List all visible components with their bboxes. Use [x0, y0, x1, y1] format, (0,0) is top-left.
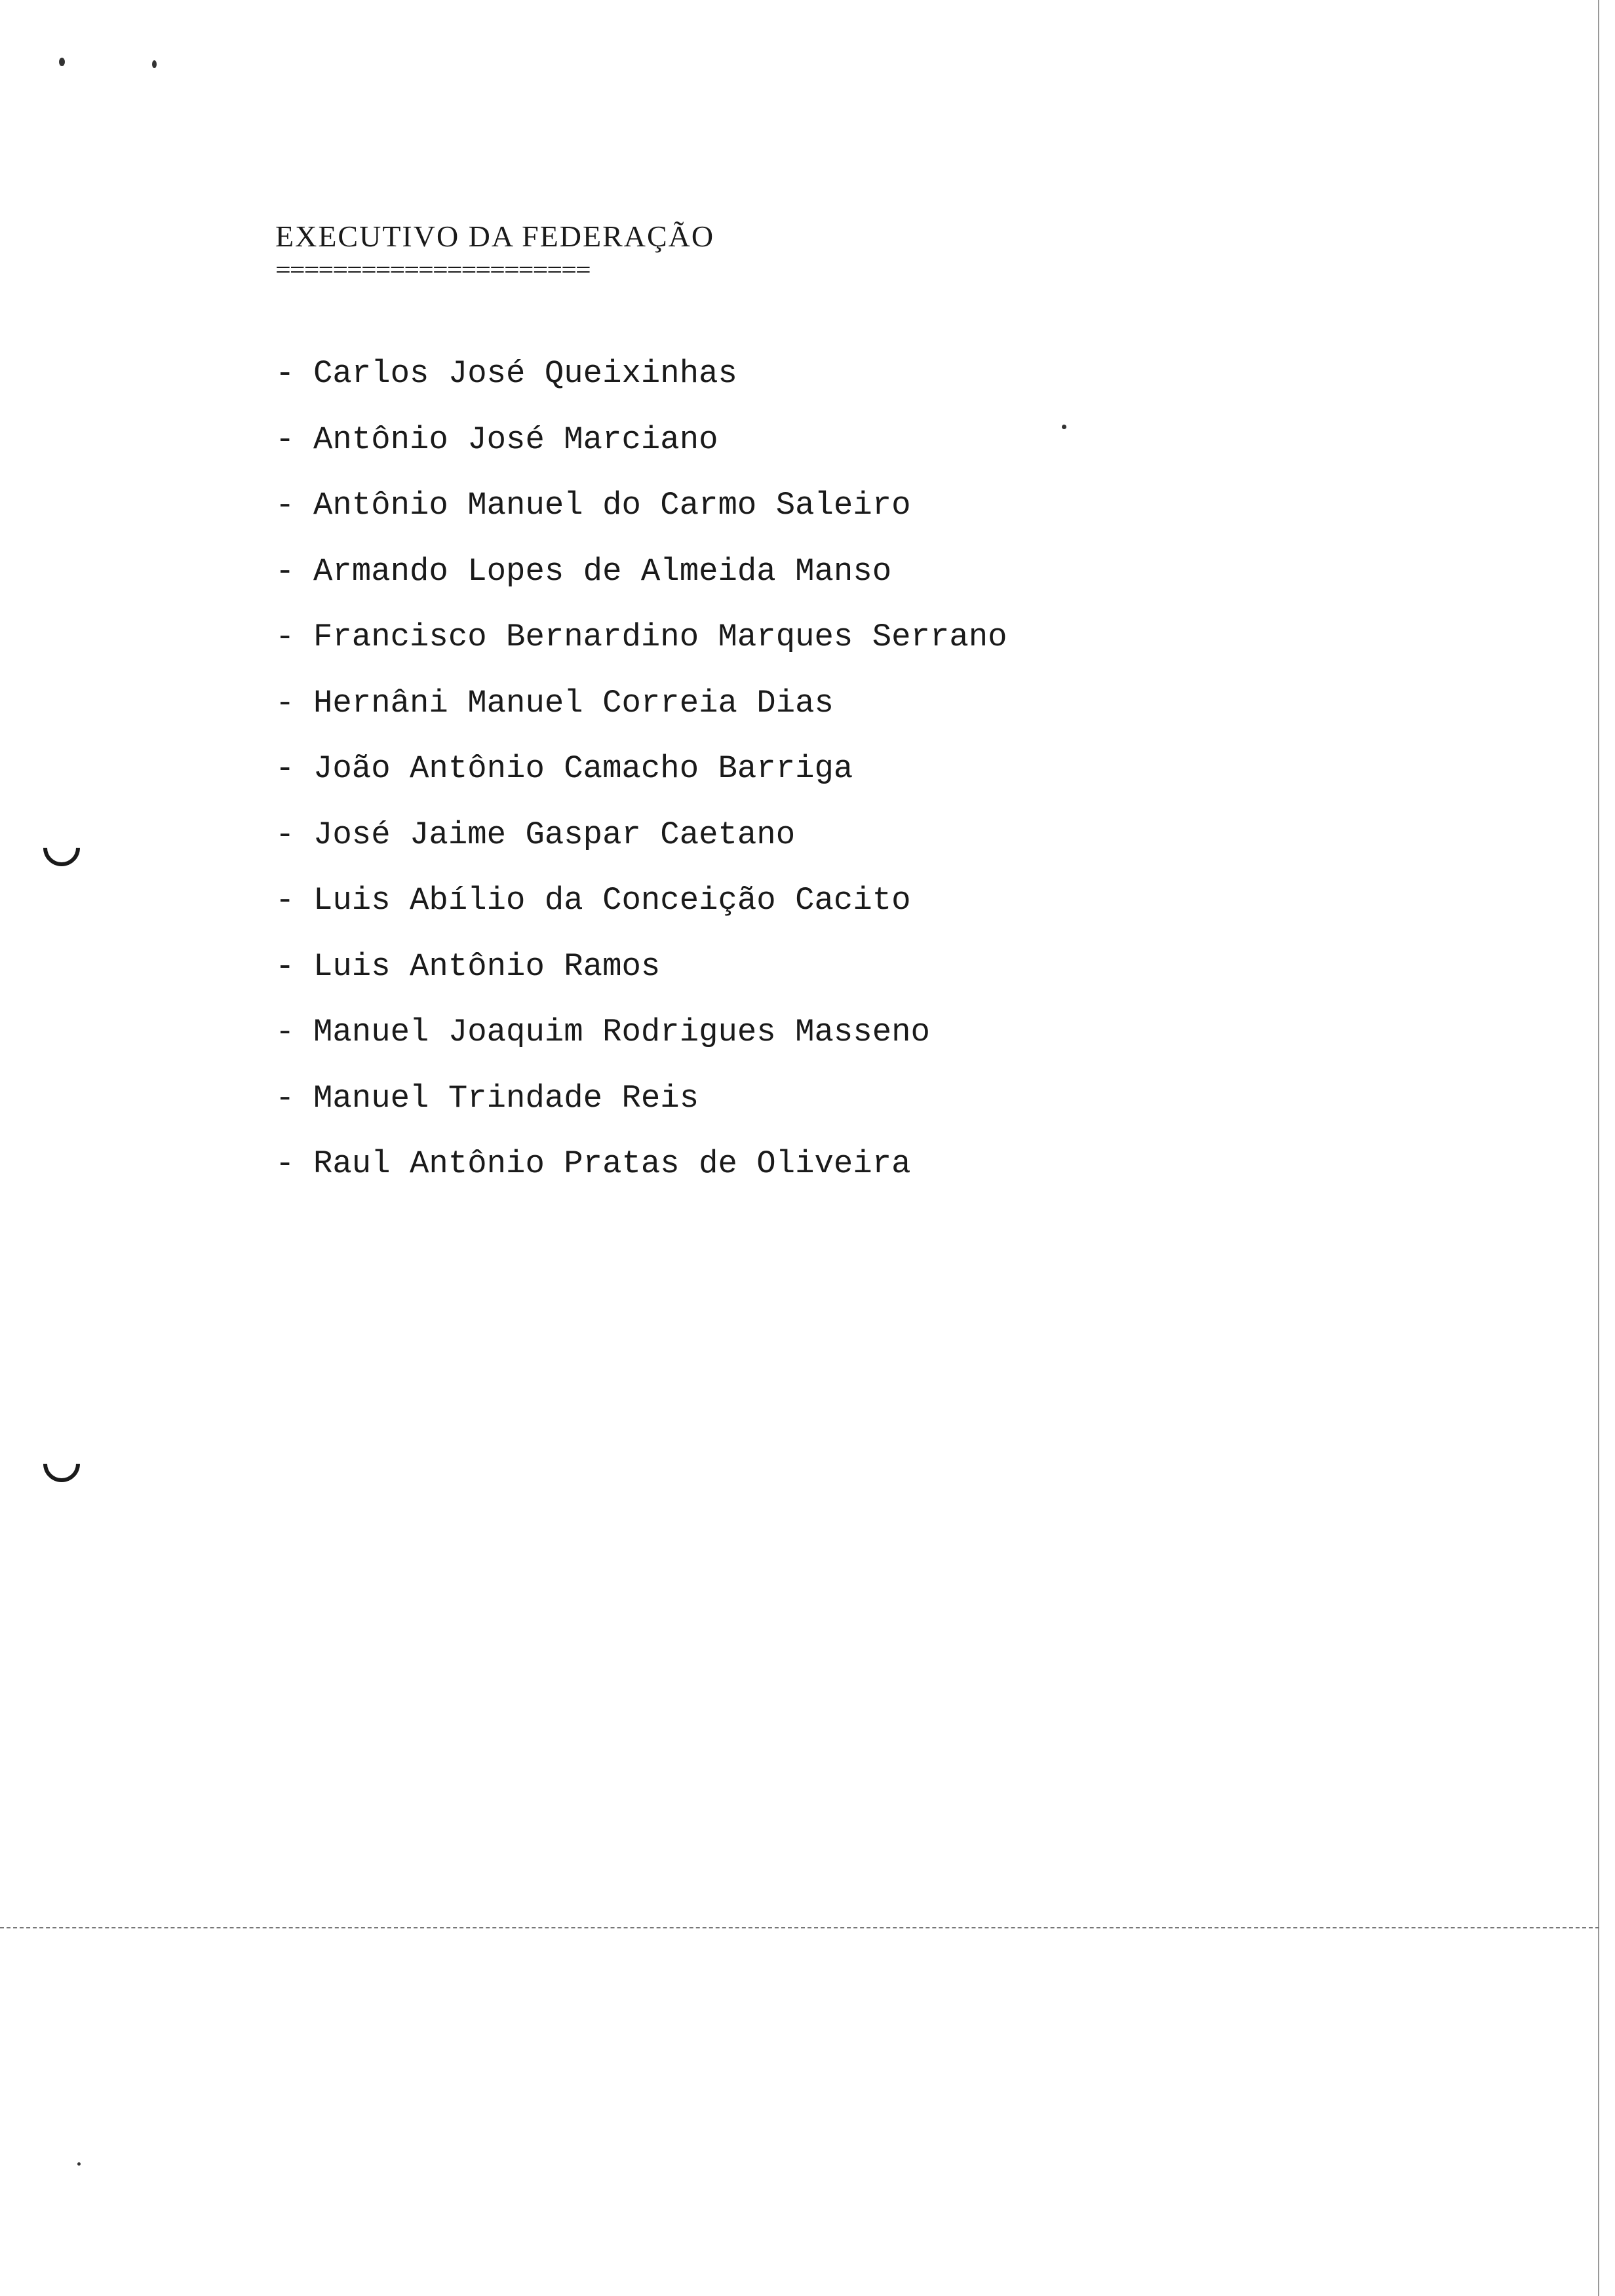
list-item [275, 815, 1007, 881]
member-name: Luis Antônio Ramos [313, 947, 661, 985]
member-name: Luis Abílio da Conceição Cacito [313, 882, 911, 919]
member-name: Manuel Joaquim Rodrigues Masseno [313, 1014, 930, 1050]
member-name: João Antônio Camacho Barriga [313, 750, 853, 787]
member-name: Francisco Bernardino Marques Serrano [313, 619, 1007, 655]
list-marker: - [275, 421, 295, 458]
scan-speck [77, 2162, 81, 2166]
list-item [275, 552, 1007, 618]
member-name: Manuel Trindade Reis [313, 1079, 699, 1117]
member-name: Hernâni Manuel Correia Dias [313, 684, 834, 721]
list-marker: - [275, 882, 295, 919]
list-marker: - [275, 1014, 295, 1050]
list-item [275, 1012, 1007, 1079]
member-name: Armando Lopes de Almeida Manso [313, 552, 892, 590]
member-name: Antônio Manuel do Carmo Saleiro [313, 487, 911, 524]
member-name: José Jaime Gaspar Caetano [313, 816, 796, 853]
list-item [275, 420, 1007, 486]
heading-underline: ====================== [275, 260, 590, 282]
list-marker: - [275, 947, 295, 985]
list-marker: - [275, 1079, 295, 1117]
page-fold-line [0, 1927, 1599, 1928]
list-marker: - [275, 750, 295, 787]
scan-speck [59, 58, 65, 66]
document-heading: EXECUTIVO DA FEDERAÇÃO [275, 220, 715, 253]
list-item [275, 1144, 1007, 1210]
list-item [275, 881, 1007, 947]
list-item [275, 617, 1007, 683]
binder-hole-mark [35, 822, 87, 873]
member-name: Carlos José Queixinhas [313, 355, 737, 392]
list-item [275, 683, 1007, 750]
list-marker: - [275, 552, 295, 590]
scan-speck [152, 60, 157, 68]
binder-hole-mark [35, 1438, 87, 1489]
list-item [275, 486, 1007, 552]
scan-speck [1062, 425, 1066, 429]
list-item [275, 947, 1007, 1013]
executive-members-list [275, 354, 1007, 1210]
list-marker: - [275, 1145, 295, 1182]
list-marker: - [275, 487, 295, 524]
list-marker: - [275, 816, 295, 853]
list-item [275, 1079, 1007, 1145]
list-marker: - [275, 355, 295, 392]
list-item [275, 354, 1007, 420]
list-marker: - [275, 619, 295, 655]
page-edge-line [1598, 0, 1599, 2296]
member-name: Antônio José Marciano [313, 421, 718, 458]
member-name: Raul Antônio Pratas de Oliveira [313, 1145, 911, 1182]
list-item [275, 749, 1007, 815]
list-marker: - [275, 684, 295, 721]
